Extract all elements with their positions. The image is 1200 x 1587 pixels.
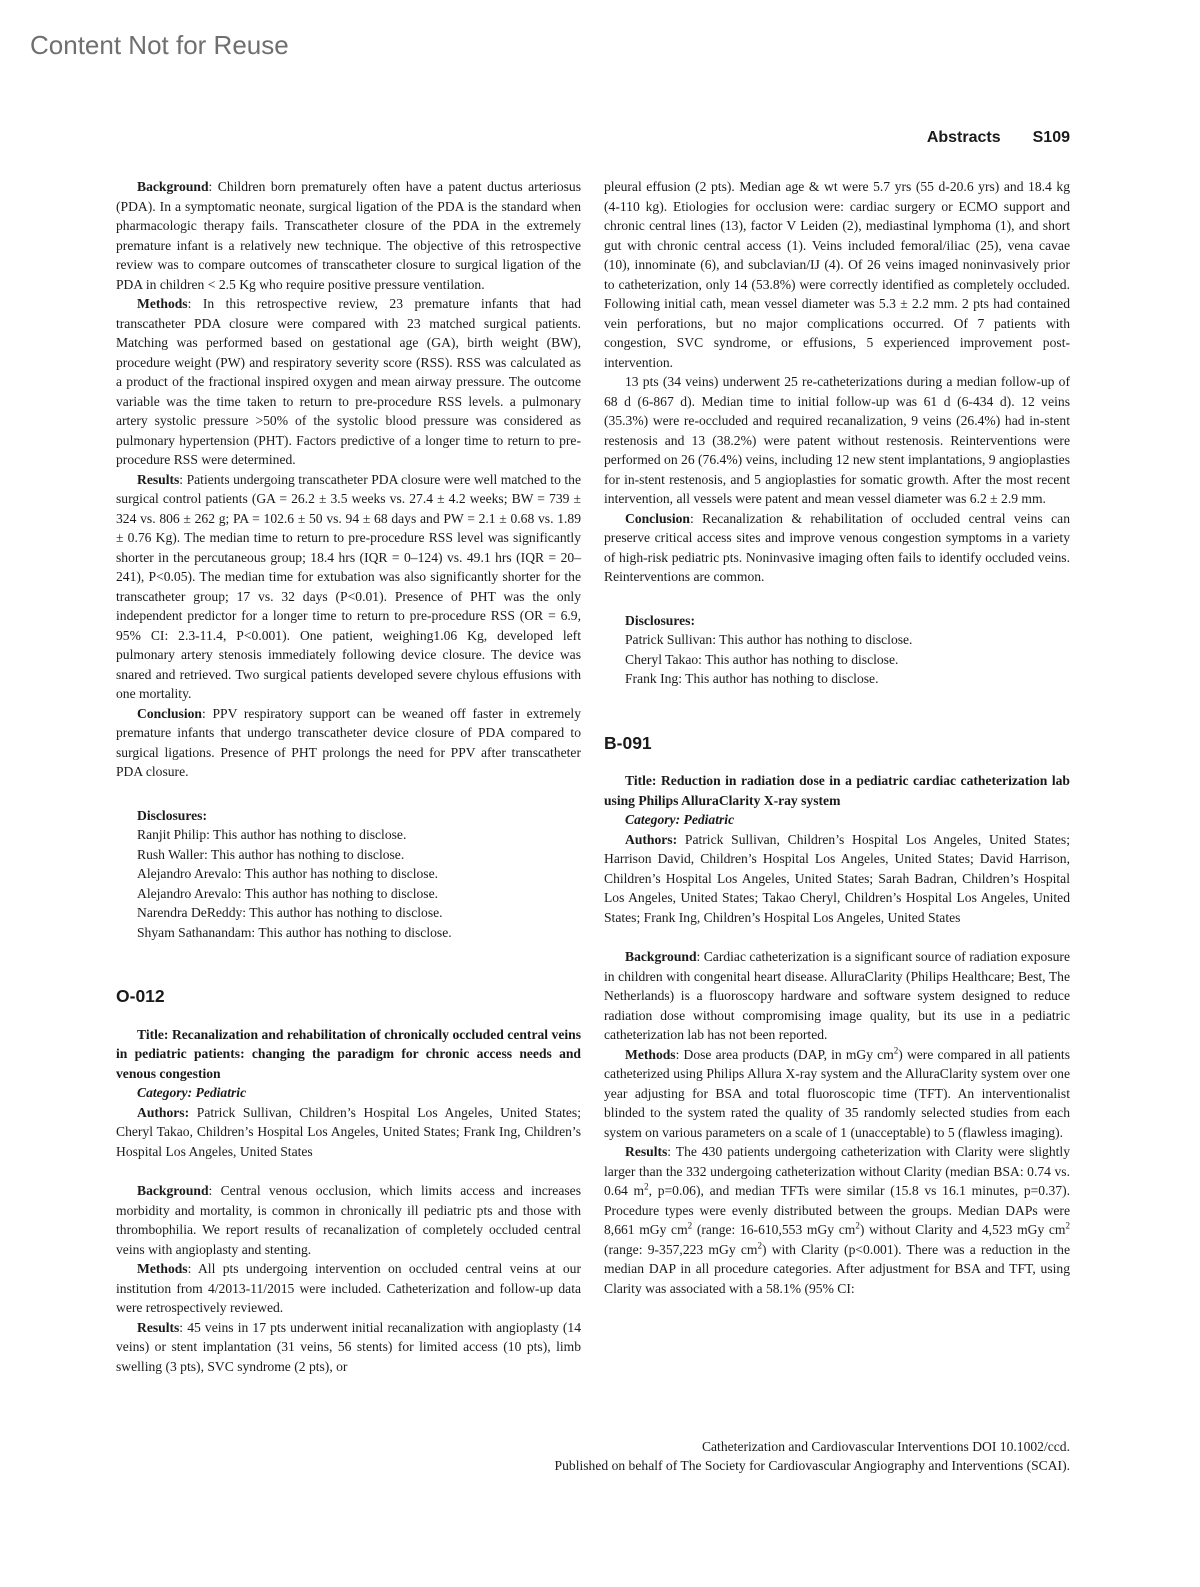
results-text-e: (range: 9-357,223 mGy cm xyxy=(604,1241,758,1257)
conclusion-label: Conclusion xyxy=(137,705,202,721)
abstract-authors xyxy=(604,830,1070,928)
superscript: 2 xyxy=(855,1220,860,1231)
methods-label: Methods xyxy=(625,1046,676,1062)
disclosures-label: Disclosures: xyxy=(625,612,695,628)
abstract-title: Title: Recanalization and rehabilitation of chronically occluded central veins in pediatric patients: changing the paradigm for chronic access needs and venous congestion xyxy=(116,1026,581,1081)
abstract-id: O-012 xyxy=(116,986,165,1006)
results-text-f: ) with Clarity (p<0.001). There was a reduction in the median DAP in all procedure categories. After adjustment for BSA and TFT, using Clarity was associated with a 58.1% (95% CI: xyxy=(604,1241,1070,1296)
footer-publisher: Published on behalf of The Society for Cardiovascular Angiography and Interventions (SCAI). xyxy=(554,1458,1070,1473)
methods-text: : In this retrospective review, 23 premature infants that had transcatheter PDA closure were compared with 23 matched surgical patients. Matching was performed based on gestational age (GA), birth weight (BW), procedure weight (PW) and respiratory severity score (RSS). RSS was calculated as a product of the fractional inspired oxygen and mean airway pressure. The outcome variable was the time taken to return to pre-procedure RSS levels. a pulmonary artery systolic pressure >50% of the systolic blood pressure was considered as pulmonary hypertension (PHT). Factors predictive of a longer time to return to pre-procedure RSS were determined. xyxy=(116,296,581,467)
o012-conclusion xyxy=(604,509,1070,587)
page-number: S109 xyxy=(1032,129,1070,146)
disclosure-item: Cheryl Takao: This author has nothing to disclose. xyxy=(625,651,899,667)
disclosure-item: Alejandro Arevalo: This author has nothing to disclose. xyxy=(137,866,439,881)
prev-methods xyxy=(116,294,581,470)
disclosures-label: Disclosures: xyxy=(137,807,207,823)
disclosure-item: Ranjit Philip: This author has nothing to disclose. xyxy=(137,827,407,842)
results-text-b: , p=0.06), and median TFTs were similar (15.8 vs 16.1 minutes, p=0.37). Procedure types were evenly distributed between the groups. Median DAPs were 8,661 mGy cm xyxy=(604,1183,1070,1237)
watermark: Content Not for Reuse xyxy=(30,30,289,60)
superscript: 2 xyxy=(757,1239,762,1250)
o012-followup: 13 pts (34 veins) underwent 25 re-catheterizations during a median follow-up of 68 d (6-867 d). Median time to initial follow-up was 61 d (6-434 d). 12 veins (35.3%) were re-occluded and required recanalization, 9 veins (26.4%) had in-stent restenosis and 13 (38.2%) were patent without restenosis. Reinterventions were performed on 26 (76.4%) veins, including 12 new stent implantations, 9 angioplasties for in-stent restenosis, and 5 angioplasties for somatic growth. After the most recent intervention, all vessels were patent and mean vessel diameter was 6.2 ± 2.9 mm. xyxy=(604,374,1070,506)
disclosure-item: Frank Ing: This author has nothing to disclose. xyxy=(625,671,879,686)
results-label: Results xyxy=(625,1144,668,1159)
footer-doi: Catheterization and Cardiovascular Interventions DOI 10.1002/ccd. xyxy=(701,1439,1070,1454)
superscript: 2 xyxy=(1065,1220,1070,1231)
b091-background xyxy=(604,947,1070,1045)
disclosure-item: Patrick Sullivan: This author has nothing to disclose. xyxy=(625,632,913,647)
authors-label: Authors: xyxy=(625,831,678,847)
authors-text: Patrick Sullivan, Children’s Hospital Los Angeles, United States; Harrison David, Children’s Hospital Los Angeles, United States; David Harrison, Children’s Hospital Los Angeles, United States; Sarah Badran, Children’s Hospital Los Angeles, United States; Takao Cheryl, Children’s Hospital Los Angeles, United States; Frank Ing, Children’s Hospital Los Angeles, United States xyxy=(604,831,1070,925)
conclusion-text: : PPV respiratory support can be weaned off faster in extremely premature infants that undergo transcatheter device closure of PDA compared to surgical ligations. Presence of PHT prolongs the need for PPV after transcatheter PDA closure. xyxy=(116,705,581,779)
b091-results xyxy=(604,1142,1070,1298)
o012-background xyxy=(116,1181,581,1259)
abstract-authors xyxy=(116,1103,581,1162)
left-column xyxy=(116,177,581,1376)
superscript: 2 xyxy=(687,1220,693,1231)
section-title: Abstracts xyxy=(926,129,1001,146)
conclusion-text: : Recanalization & rehabilitation of occluded central veins can preserve critical access sites and improve venous congestion symptoms in a variety of high-risk pediatric pts. Noninvasive imaging often fails to identify occluded veins. Reinterventions are common. xyxy=(604,510,1070,584)
running-head xyxy=(927,129,1070,147)
methods-text-a: : Dose area products (DAP, in mGy cm xyxy=(675,1046,894,1062)
superscript: 2 xyxy=(644,1181,649,1192)
prev-background xyxy=(116,177,581,294)
superscript: 2 xyxy=(893,1044,899,1055)
right-column xyxy=(604,177,1070,1298)
disclosures-block xyxy=(137,806,581,943)
methods-label: Methods xyxy=(137,1261,188,1276)
background-label: Background xyxy=(137,1183,209,1198)
methods-text-b: ) were compared in all patients catheterized using Philips Allura X-ray system and the AlluraClarity system over one year adjusting for BSA and total fluoroscopic time (TFT). An interventionalist blinded to the system rated the quality of 35 randomly selected studies from each system on various parameters on a scale of 1 (unacceptable) to 5 (flawless imaging). xyxy=(604,1046,1070,1140)
background-label: Background xyxy=(137,179,209,194)
b091-methods xyxy=(604,1045,1070,1143)
results-text-c: (range: 16-610,553 mGy cm xyxy=(692,1222,856,1237)
disclosures-block xyxy=(625,611,1070,689)
authors-label: Authors: xyxy=(137,1104,190,1120)
results-text: : 45 veins in 17 pts underwent initial recanalization with angioplasty (14 veins) or stent implantation (31 veins, 56 stents) for limited access (10 pts), limb swelling (3 pts), SVC syndrome (2 pts), or xyxy=(116,1319,581,1374)
background-text: : Children born prematurely often have a patent ductus arteriosus (PDA). In a symptomatic neonate, surgical ligation of the PDA is the standard when pharmacologic therapy fails. Transcatheter closure of the PDA in the extremely premature infant is a relatively new technique. The objective of this retrospective review was to compare outcomes of transcatheter closure to surgical ligation of the PDA in children < 2.5 Kg who require positive pressure ventilation. xyxy=(116,179,581,292)
prev-results xyxy=(116,470,581,704)
prev-conclusion xyxy=(116,704,581,782)
disclosure-item: Narendra DeReddy: This author has nothing to disclose. xyxy=(137,905,443,920)
background-text: : Cardiac catheterization is a significant source of radiation exposure in children with congenital heart disease. AlluraClarity (Philips Healthcare; Best, The Netherlands) is a fluoroscopy hardware and software system designed to reduce radiation dose without compromising image quality, but its use in a pediatric catheterization lab has not been reported. xyxy=(604,949,1070,1042)
results-text: : Patients undergoing transcatheter PDA closure were well matched to the surgical control patients (GA = 26.2 ± 3.5 weeks vs. 27.4 ± 4.2 weeks; BW = 739 ± 324 vs. 806 ± 262 g; PA = 102.6 ± 50 vs. 94 ± 68 days and PW = 2.1 ± 0.68 vs. 1.89 ± 0.76 Kg). The median time to return to pre-procedure RSS level was significantly shorter in the percutaneous group; 18.4 hrs (IQR = 0–124) vs. 49.1 hrs (IQR = 20–241), P<0.05). The median time for extubation was also significantly shorter for the transcatheter group; 17 vs. 32 days (P<0.01). Presence of PHT was the only independent predictor for a longer time to return to pre-procedure RSS (OR = 6.9, 95% CI: 2.3-11.4, P<0.001). One patient, weighing1.06 Kg, developed left pulmonary artery stenosis immediately following device closure. The device was snared and retrieved. Two surgical patients developed severe chylous effusions with one mortality. xyxy=(116,471,581,701)
results-label: Results xyxy=(137,1319,180,1335)
results-label: Results xyxy=(137,471,180,487)
disclosure-item: Rush Waller: This author has nothing to disclose. xyxy=(137,846,405,862)
o012-methods xyxy=(116,1259,581,1318)
results-text-a: : The 430 patients undergoing catheterization with Clarity were slightly larger than the 332 undergoing catheterization without Clarity (median BSA: 0.74 vs. 0.64 m xyxy=(604,1144,1070,1198)
conclusion-label: Conclusion xyxy=(625,510,690,526)
abstract-category: Category: Pediatric xyxy=(137,1085,247,1100)
disclosure-item: Shyam Sathanandam: This author has nothing to disclose. xyxy=(137,924,452,940)
abstract-id: B-091 xyxy=(604,732,652,753)
background-label: Background xyxy=(625,949,697,964)
methods-label: Methods xyxy=(137,296,188,311)
methods-text: : All pts undergoing intervention on occluded central veins at our institution from 4/2013-11/2015 were included. Catheterization and follow-up data were retrospectively reviewed. xyxy=(116,1261,581,1315)
background-text: : Central venous occlusion, which limits access and increases morbidity and mortality, is common in chronically ill pediatric pts and those with thrombophilia. We report results of recanalization of completely occluded central veins with angioplasty and stenting. xyxy=(116,1183,581,1257)
o012-results-continued: pleural effusion (2 pts). Median age & wt were 5.7 yrs (55 d-20.6 yrs) and 18.4 kg (4-110 kg). Etiologies for occlusion were: cardiac surgery or ECMO support and chronic central lines (13), factor V Leiden (2), mediastinal lymphoma (1), and short gut with chronic central access (1). Veins included femoral/iliac (25), vena cavae (10), innominate (6), and subclavian/IJ (4). Of 26 veins imaged noninvasively prior to catheterization, only 14 (53.8%) were correctly identified as completely occluded. Following initial cath, mean vessel diameter was 5.3 ± 2.2 mm. 2 pts had contained vein perforations, but no major complications occurred. Of 7 patients with congestion, SVC syndrome, or effusions, 5 experienced improvement post-intervention. xyxy=(604,179,1070,370)
disclosure-item: Alejandro Arevalo: This author has nothing to disclose. xyxy=(137,885,439,901)
o012-results xyxy=(116,1318,581,1377)
abstract-title: Title: Reduction in radiation dose in a pediatric cardiac catheterization lab using Philips AlluraClarity X-ray system xyxy=(604,773,1070,808)
abstract-category: Category: Pediatric xyxy=(625,812,735,827)
authors-text: Patrick Sullivan, Children’s Hospital Los Angeles, United States; Cheryl Takao, Children’s Hospital Los Angeles, United States; Frank Ing, Children’s Hospital Los Angeles, United States xyxy=(116,1104,581,1159)
results-text-d: ) without Clarity and 4,523 mGy cm xyxy=(859,1222,1066,1237)
footer xyxy=(555,1437,1070,1475)
